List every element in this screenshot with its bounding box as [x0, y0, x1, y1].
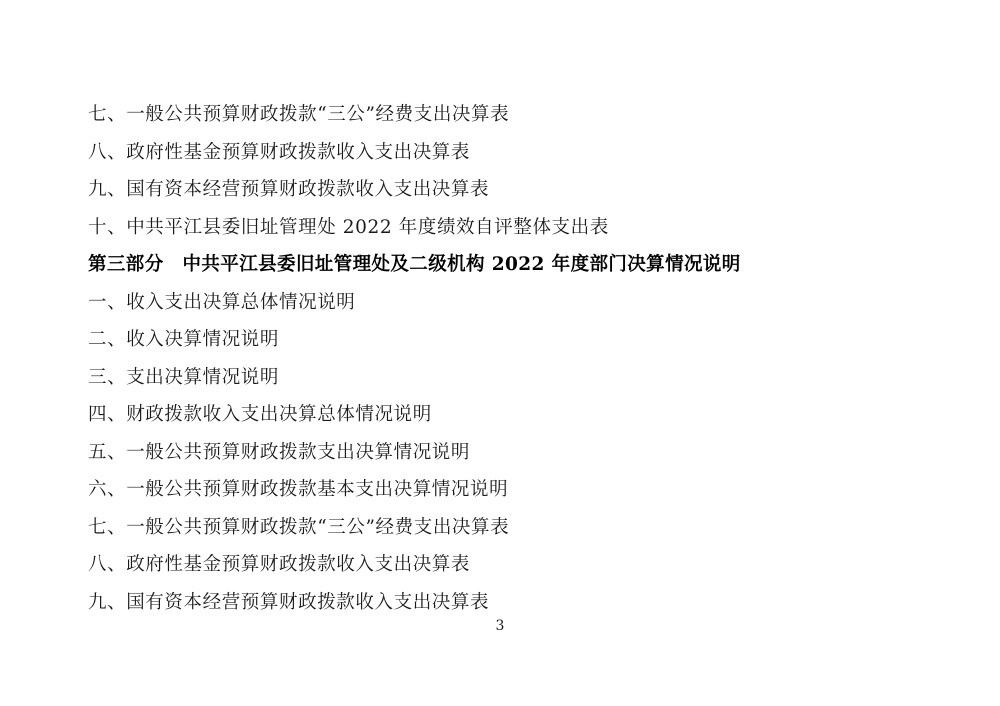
toc-line: 十、中共平江县委旧址管理处 2022 年度绩效自评整体支出表	[88, 216, 609, 238]
toc-line: 七、一般公共预算财政拨款“三公”经费支出决算表	[88, 104, 510, 125]
toc-line: 六、一般公共预算财政拨款基本支出决算情况说明	[88, 479, 509, 500]
toc-line: 四、财政拨款收入支出决算总体情况说明	[88, 404, 432, 425]
page-number: 3	[495, 618, 505, 634]
document-body	[88, 96, 918, 621]
toc-line: 一、收入支出决算总体情况说明	[88, 291, 356, 313]
section-heading-part-three: 第三部分 中共平江县委旧址管理处及二级机构 2022 年度部门决算情况说明	[88, 254, 741, 275]
toc-line: 五、一般公共预算财政拨款支出决算情况说明	[88, 441, 471, 463]
toc-line: 七、一般公共预算财政拨款“三公”经费支出决算表	[88, 516, 510, 538]
toc-line: 三、支出决算情况说明	[88, 366, 280, 388]
toc-line: 九、国有资本经营预算财政拨款收入支出决算表	[88, 179, 490, 200]
toc-line: 八、政府性基金预算财政拨款收入支出决算表	[88, 141, 471, 163]
toc-line: 九、国有资本经营预算财政拨款收入支出决算表	[88, 591, 490, 613]
toc-line: 二、收入决算情况说明	[88, 329, 280, 350]
toc-line: 八、政府性基金预算财政拨款收入支出决算表	[88, 554, 471, 575]
